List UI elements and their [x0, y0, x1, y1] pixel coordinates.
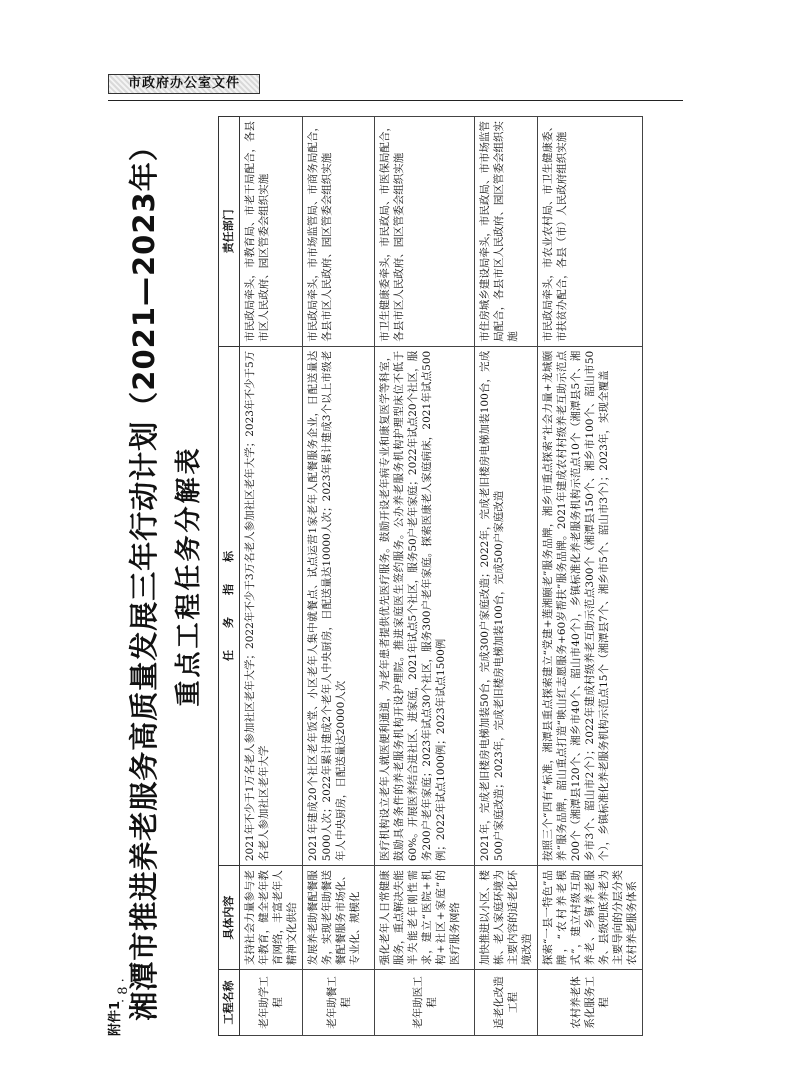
task-table — [218, 116, 643, 1036]
col-header-content: 具体内容 — [219, 866, 240, 970]
header-rule — [108, 100, 683, 101]
col-header-indicator: 任 务 指 标 — [219, 346, 240, 865]
row-name: 老年助学工程 — [240, 970, 303, 1036]
row-content: 强化老年人日常健康服务，重点解决失能半失能老年刚性需求，建立“医院+机构+社区+家庭”的医疗服务网络 — [375, 866, 475, 970]
rotated-page-content — [100, 116, 690, 1036]
row-dept: 市民政局牵头，市教育局、市老干局配合，各县市区人民政府、园区管委会组织实施 — [240, 117, 303, 347]
doc-header-label: 市政府办公室文件 — [108, 74, 260, 94]
table-row — [375, 117, 475, 1036]
table-row — [303, 117, 375, 1036]
row-name: 农村养老体系化服务工程 — [538, 970, 643, 1036]
table-row — [538, 117, 643, 1036]
table-row — [240, 117, 303, 1036]
table-header-row — [219, 117, 240, 1036]
col-header-name: 工程名称 — [219, 970, 240, 1036]
row-indicator: 按照三个“四有”标准，湘潭县重点探索建立“党建+莲湘颐老”服务品牌，湘乡市重点探索“社会力量+龙城颐养”服务品牌，韶山重点打造“映山红志愿服务+60岁帮扶”服务品牌。2021年建成农村村级养老互助示范点200个（湘潭县120个、湘乡市40个、韶山市40个），乡镇标准化养老服务机构示范点10个（湘潭县5个、湘乡市3个、韶山市2个）；2022年建成村级养老互助示范点300个（湘潭县150个、湘乡市100个、韶山市50个），乡镇标准化养老服务机构示范点15个（湘潭县7个、湘乡市5个、韶山市3个）；2023年，实现全覆盖 — [538, 346, 643, 865]
doc-title: 湘潭市推进养老服务高质量发展三年行动计划（2021—2023年） — [127, 131, 161, 1021]
row-indicator: 2021年建成20个社区老年饭堂、小区老年人集中就餐点、试点运营1家老年人配餐服务企业，日配送量达5000人次；2022年累计建成2个老年人中央厨房，日配送量达10000人次；2023年累计建成3个以上市级老年人中央厨房，日配送量达20000人次 — [303, 346, 375, 865]
doc-subtitle: 重点工程任务分解表 — [174, 445, 204, 707]
row-indicator: 2021年不少于1万名老人参加社区老年大学；2022年不少于3万名老人参加社区老年大学；2023年不少于5万名老人参加社区老年大学 — [240, 346, 303, 865]
row-indicator: 医疗机构设立老年人就医便利通道，为老年患者提供优先医疗服务。鼓励开设老年病专业和康复医学等科室，鼓励具备条件的养老服务机构开设护理院。推进家庭医生签约服务。公办养老服务机构护理型床位不低于60%。开展医养结合进社区、进家庭，2021年试点5个社区，服务50户老年家庭；2022年试点20个社区，服务200户老年家庭；2023年试点30个社区，服务300户老年家庭。探索医康老人家庭病床，2021年试点500例；2022年试点1000例；2023年试点1500例 — [375, 346, 475, 865]
row-dept: 市住房城乡建设局牵头，市民政局、市市场监管局配合，各县市区人民政府、园区管委会组织实施 — [475, 117, 538, 347]
row-indicator: 2021年，完成老旧楼房电梯加装50台，完成300户家庭改造；2022年，完成老旧楼房电梯加装100台，完成500户家庭改造；2023年，完成老旧楼房电梯加装100台，完成500户家庭改造 — [475, 346, 538, 865]
row-content: 加快推进以小区、楼栋、老人家庭环境为主要内容的适老化环境改造 — [475, 866, 538, 970]
row-name: 老年助餐工程 — [303, 970, 375, 1036]
table-row — [475, 117, 538, 1036]
row-dept: 市民政局牵头，市市场监管局、市商务局配合，各县市区人民政府、园区管委会组织实施 — [303, 117, 375, 347]
row-content: 探索“一县一特色”品牌，“农村养老模式”，建立村级互助养老、乡镇养老服务、县级兜底养老为主要导向的分层分类农村养老服务体系 — [538, 866, 643, 970]
row-content: 支持社会力量参与老年教育，健全老年教育网络，丰富老年人精神文化供给 — [240, 866, 303, 970]
row-name: 老年助医工程 — [375, 970, 475, 1036]
row-dept: 市民政局牵头，市农业农村局、市卫生健康委、市扶贫办配合，各县（市）人民政府组织实施 — [538, 117, 643, 347]
page-number: · 8 · — [116, 978, 131, 1003]
row-name: 适老化改造工程 — [475, 970, 538, 1036]
row-content: 发展养老助餐配餐服务，实现老年助餐送餐配餐服务市场化、专业化、规模化 — [303, 866, 375, 970]
annex-label: 附件1 — [108, 1000, 123, 1036]
row-dept: 市卫生健康委牵头，市民政局、市医保局配合，各县市区人民政府、园区管委会组织实施 — [375, 117, 475, 347]
col-header-dept: 责任部门 — [219, 117, 240, 347]
